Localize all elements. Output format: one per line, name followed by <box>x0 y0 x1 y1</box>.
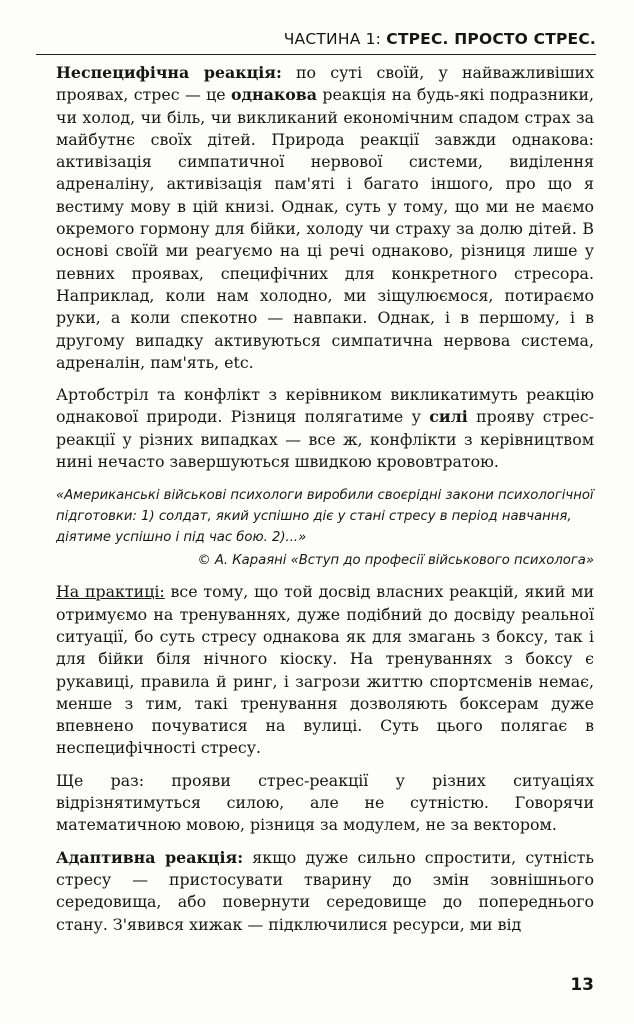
term-adaptive-reaction: Адаптивна реакція: <box>56 847 244 867</box>
paragraph-shelling <box>56 384 594 473</box>
header-title: СТРЕС. ПРОСТО СТРЕС. <box>386 30 596 48</box>
paragraph-text: по суті своїй, у найважливіших проявах, стрес — це <box>56 63 594 105</box>
header-part: ЧАСТИНА 1: <box>283 30 382 48</box>
quote-text: «Американські військові психологи виробили своєрідні закони психологічної підготовки: 1) солдат, який успішно діє у стані стресу в період навчання, діятиме успішно і під час бою. 2)...» <box>56 488 594 546</box>
term-nonspecific-reaction: Неспецифічна реакція: <box>56 63 282 82</box>
paragraph-text: якщо дуже сильно спростити, сутність стресу — пристосувати тварину до змін зовнішнього середовища, або повернути середовище до попереднього стану. З'явився хижак — підключилися ресурси, ми від <box>56 847 594 934</box>
paragraph-text: реакція на будь-які подразники, чи холод, чи біль, чи викликаний економічним спадом страх за майбутнє своїх дітей. Природа реакції завжди однакова: активізація симпатичної нервової системи, виділення адреналіну, активізація пам'яті і багато іншого, про що я вестиму мову в цій книзі. Однак, суть у тому, що ми не маємо окремого гормону для бійки, холоду чи страху за долю дітей. В основі своїй ми реагуємо на ці речі однаково, різниця лише у певних проявах, специфічних для конкретного стресора. Наприклад, коли нам холодно, ми зіщулюємося, потираємо руки, а коли спекотно — навпаки. Однак, і в першому, і в другому випадку активуються симпатична нервова система, адреналін, пам'ять, etc. <box>56 85 594 372</box>
paragraph-text: Артобстріл та конфлікт з керівником викликатимуть реакцію однакової природи. Різниця полягатиме у <box>56 385 594 427</box>
quote-source: © А. Караяні «Вступ до професії військового психолога» <box>197 553 594 569</box>
paragraph-text: прояву стрес-реакції у різних випадках — все ж, конфлікти з керівництвом нині нечасто завершуються швидкою крововтратою. <box>56 407 594 472</box>
paragraph-in-practice <box>56 581 594 759</box>
emphasis-same: однакова <box>230 85 317 105</box>
paragraph-nonspecific-reaction <box>56 62 594 374</box>
emphasis-strength: силі <box>429 407 468 427</box>
paragraph-adaptive-reaction <box>56 847 594 936</box>
header-rule <box>36 54 596 55</box>
paragraph-once-again: Ще раз: прояви стрес-реакції у різних ситуаціях відрізнятимуться силою, але не сутністю. Говорячи математичною мовою, різниця за модулем, не за вектором. <box>56 770 594 835</box>
page-number: 13 <box>570 975 594 995</box>
running-header <box>36 30 596 48</box>
paragraph-text: все тому, що той досвід власних реакцій, який ми отримуємо на тренуваннях, дуже подібний до досвіду реальної ситуації, бо суть стресу однакова як для змагань з боксу, так і для бійки біля нічного кіоску. На тренуваннях з боксу є рукавиці, правила й ринг, і загрози життю спортсменів немає, менше з тим, такі тренування дозволяють боксерам дуже впевнено почуватися на вулиці. Суть цього полягає в неспецифічності стресу. <box>56 582 594 758</box>
page-body <box>56 62 594 936</box>
lead-in-practice: На практиці: <box>56 582 165 602</box>
